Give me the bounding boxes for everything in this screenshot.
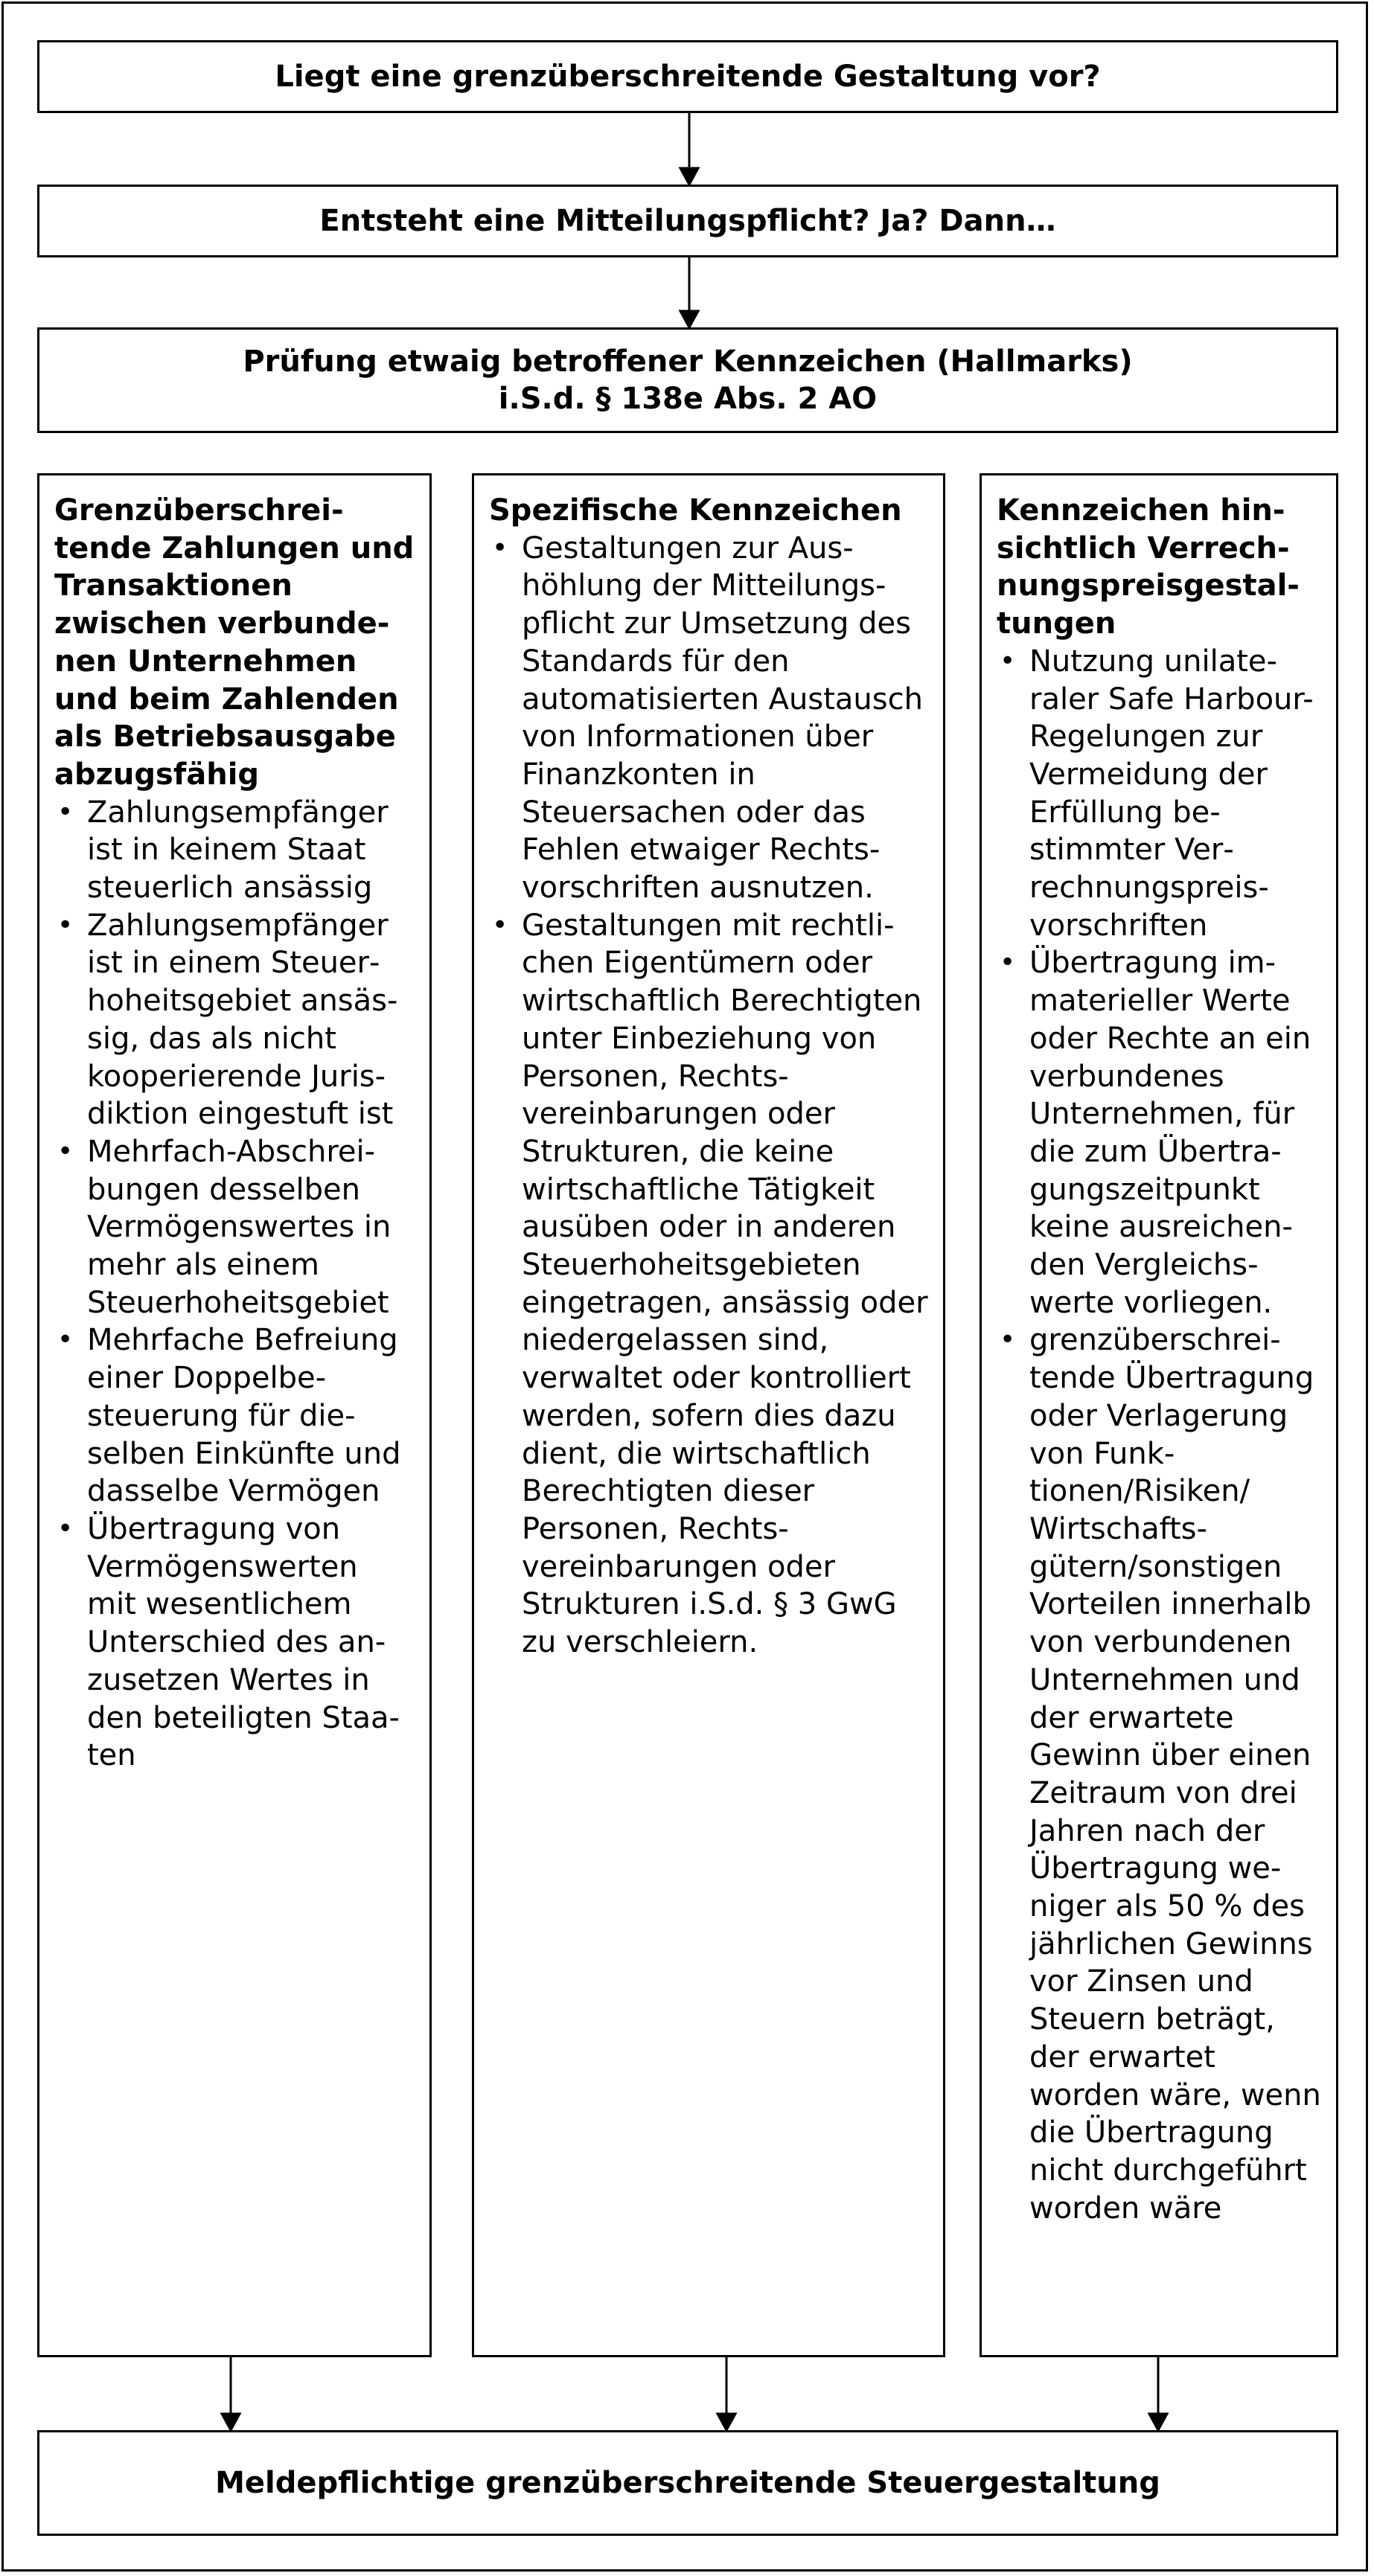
list-item: • Zahlungsempfänger ist in keinem Staat steuerlich ansässig bbox=[54, 794, 415, 907]
list-item: • Zahlungsempfänger ist in einem Steuerhoheitsgebiet ansässig, das als nicht kooperierende Jurisdiktion eingestuft ist bbox=[54, 907, 415, 1133]
question-cross-border-text: Liegt eine grenzüberschreitende Gestaltung vor? bbox=[275, 60, 1101, 94]
column-title: Spezifische Kennzeichen bbox=[489, 493, 902, 528]
result-text: Meldepflichtige grenzüberschreitende Steuergestaltung bbox=[215, 2466, 1160, 2500]
column-title: Kennzeichen hinsichtlich Verrechnungspreisgestaltungen bbox=[997, 493, 1300, 641]
arrow-col1-to-result-head bbox=[222, 2414, 240, 2430]
arrow-col2-to-result-head bbox=[718, 2414, 735, 2430]
column-title: Grenzüberschreitende Zahlungen und Transaktionen zwischen verbundenen Unternehmen und beim Zahlenden als Betriebsausgabe abzugsfähig bbox=[54, 493, 415, 792]
hallmarks-check-line1: Prüfung etwaig betroffener Kennzeichen (Hallmarks) bbox=[243, 345, 1133, 379]
list-item: • Gestaltungen zur Aushöhlung der Mitteilungspflicht zur Umsetzung des Standards für den automatisierten Austausch von Informationen über Finanzkonten in Steuersachen oder das Fehlen etwaiger Rechtsvorschriften ausnutzen. bbox=[489, 530, 928, 907]
question-reporting-obligation-text: Entsteht eine Mitteilungspflicht? Ja? Dann… bbox=[319, 204, 1056, 238]
list-item: • Übertragung immaterieller Werte oder Rechte an ein verbundenes Unternehmen, für die zum Übertragungszeitpunkt keine ausreichenden Vergleichswerte vorliegen. bbox=[997, 944, 1321, 1321]
arrow-col3-to-result-head bbox=[1149, 2414, 1167, 2430]
arrow-2-to-3-head bbox=[680, 311, 698, 327]
arrow-1-to-2-head bbox=[680, 168, 698, 185]
list-item: • Mehrfach-Abschreibungen desselben Vermögenswertes in mehr als einem Steuerhoheitsgebiet bbox=[54, 1133, 415, 1322]
list-item: • Übertragung von Vermögenswerten mit wesentlichem Unterschied des anzusetzen Wertes in den beteiligten Staaten bbox=[54, 1510, 415, 1775]
list-item: • Gestaltungen mit rechtlichen Eigentümern oder wirtschaftlich Berechtigten unter Einbeziehung von Personen, Rechtsvereinbarungen oder Strukturen, die keine wirtschaftliche Tätigkeit ausüben oder in anderen Steuerhoheitsgebieten eingetragen, ansässig oder niedergelassen sind, verwaltet oder kontrolliert werden, sofern dies dazu dient, die wirtschaftlich Berechtigten dieser Personen, Rechtsvereinbarungen oder Strukturen i.S.d. § 3 GwG zu verschleiern. bbox=[489, 907, 928, 1662]
list-item: • Nutzung unilateraler Safe Harbour-Regelungen zur Vermeidung der Erfüllung bestimmter Verrechnungspreisvorschriften bbox=[997, 643, 1321, 945]
list-item: • Mehrfache Befreiung einer Doppelbesteuerung für dieselben Einkünfte und dasselbe Vermögen bbox=[54, 1321, 415, 1510]
list-item: • grenzüberschreitende Übertragung oder Verlagerung von Funktionen/Risiken/ Wirtschaftsgütern/sonstigen Vorteilen innerhalb von verbundenen Unternehmen und der erwartete Gewinn über einen Zeitraum von drei Jahren nach der Übertragung weniger als 50 % des jährlichen Gewinns vor Zinsen und Steuern beträgt, der erwartet worden wäre, wenn die Übertragung nicht durchgeführt worden wäre bbox=[997, 1321, 1321, 2227]
hallmarks-check-line2: i.S.d. § 138e Abs. 2 AO bbox=[498, 382, 878, 416]
